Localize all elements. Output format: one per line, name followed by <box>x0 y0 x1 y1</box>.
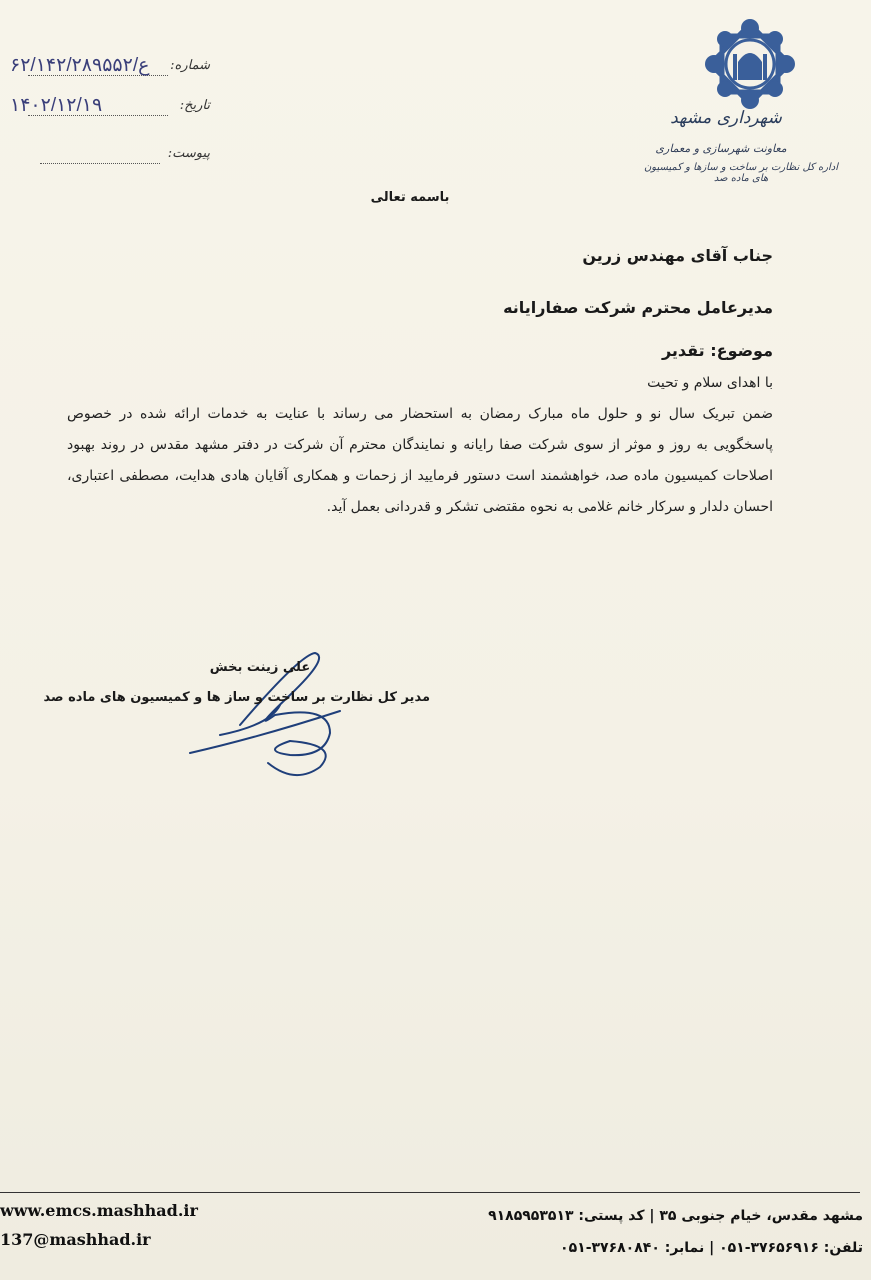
recipient-position: مدیرعامل محترم شرکت صفارایانه <box>503 298 773 317</box>
footer-divider <box>0 1192 860 1193</box>
body-paragraph: ضمن تبریک سال نو و حلول ماه مبارک رمضان به استحضار می رساند با عنایت به خدمات ارائه شده در خصوص پاسخگویی به روز و موثر از سوی شرکت صفا رایانه و نمایندگان محترم آن شرکت در دفتر مشهد مقدس در روند بهبود اصلاحات کمیسیون ماده صد، خواهشمند است دستور فرمایید از زحمات و همکاری آقایان هادی هدایت، مصطفی اعتباری، احسان دلدار و سرکار خانم غلامی به نحوه مقتضی تشکر و قدردانی بعمل آید. <box>67 406 773 515</box>
date-label: تاریخ: <box>179 98 210 113</box>
signatory-title: مدیر کل نظارت بر ساخت و ساز ها و کمیسیون های ماده صد <box>43 690 430 705</box>
footer-address: مشهد مقدس، خیام جنوبی ۳۵ | کد پستی: ۹۱۸۵۹۵۳۵۱۳ <box>488 1208 863 1224</box>
org-name: شهرداری مشهد <box>670 108 782 128</box>
footer-website: www.emcs.mashhad.ir <box>0 1201 198 1220</box>
attachment-field <box>10 146 210 168</box>
footer-email: 137@mashhad.ir <box>0 1230 151 1249</box>
number-field <box>10 55 210 80</box>
footer-phones: تلفن: ۳۷۶۵۶۹۱۶-۰۵۱ | نمابر: ۳۷۶۸۰۸۴۰-۰۵۱ <box>560 1240 863 1256</box>
mashhad-municipality-logo-icon <box>700 14 800 114</box>
number-value: ۶۲/۱۴ع/۲/۲۸۹۵۵۲ <box>10 55 150 76</box>
date-value: ۱۴۰۲/۱۲/۱۹ <box>10 95 103 116</box>
attachment-dots <box>40 163 160 164</box>
greeting: با اهدای سلام و تحیت <box>647 375 773 391</box>
number-label: شماره: <box>170 58 210 73</box>
org-department: اداره کل نظارت بر ساخت و سازها و کمیسیون های ماده صد <box>643 162 839 184</box>
letter-body <box>67 368 773 523</box>
subject: موضوع: تقدیر <box>661 341 773 360</box>
bismillah: باسمه تعالی <box>370 190 450 205</box>
org-deputy: معاونت شهرسازی و معماری <box>655 142 787 155</box>
signatory-name: علی زینت بخش <box>209 660 311 675</box>
attachment-label: پیوست: <box>167 146 210 161</box>
recipient: جناب آقای مهندس زرین <box>582 246 773 265</box>
date-field <box>10 95 210 120</box>
